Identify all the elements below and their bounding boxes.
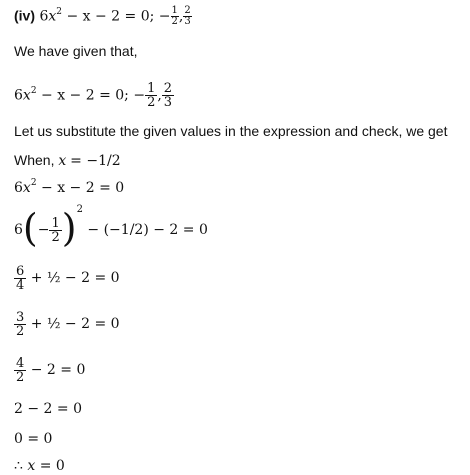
numerator: 1	[171, 5, 178, 16]
numerator: 4	[16, 355, 25, 371]
numerator: 2	[184, 5, 191, 16]
variable-x: x	[27, 458, 36, 474]
given-text: We have given that,	[14, 43, 138, 59]
conclusion-value: = 0	[39, 458, 65, 474]
fraction-two-thirds	[162, 82, 174, 109]
coef: 6	[14, 222, 23, 238]
therefore-icon: ∴	[14, 458, 23, 474]
fraction-four-halves	[14, 357, 26, 384]
step-b	[14, 306, 120, 342]
step-equation	[14, 179, 124, 199]
step-equation-rest: − x − 2 = 0	[41, 180, 125, 196]
equation-rest: − x − 2 = 0; −	[62, 8, 171, 25]
coef: 6	[14, 180, 23, 196]
step-c	[14, 352, 85, 388]
denominator: 3	[184, 16, 191, 27]
fraction-two-thirds	[183, 6, 191, 27]
step-d: 2 − 2 = 0	[14, 401, 82, 417]
variable-x: x	[48, 8, 57, 25]
numerator: 2	[163, 81, 173, 96]
variable-x: x	[22, 180, 31, 196]
exponent: 2	[56, 6, 63, 17]
comma: ,	[178, 8, 184, 25]
denominator: 3	[163, 95, 173, 110]
numerator: 6	[16, 263, 25, 279]
exponent: 2	[76, 204, 83, 215]
left-paren: (	[22, 206, 38, 250]
equation-rest: − x − 2 = 0; −	[36, 87, 146, 104]
variable-x: x	[58, 153, 67, 169]
when-line	[14, 151, 121, 170]
step-b-rest: + ½ − 2 = 0	[26, 316, 120, 332]
coef: 6	[39, 8, 49, 25]
fraction-three-halves	[14, 311, 26, 338]
numerator: 1	[147, 81, 156, 96]
denominator: 2	[51, 229, 60, 245]
fraction-six-fourths	[14, 265, 26, 292]
denominator: 2	[16, 369, 25, 385]
comma: ,	[157, 87, 162, 104]
variable-x: x	[22, 87, 31, 104]
when-value: = −1/2	[70, 153, 121, 169]
denominator: 2	[171, 16, 178, 27]
exponent: 2	[30, 178, 37, 188]
when-label: When,	[14, 152, 55, 168]
step-substitution: 6(− $\frac{1}{2}$ )$^2$ − (−1/2) − 2 = 0	[14, 204, 208, 250]
substitute-text: Let us substitute the given values in the expression and check, we get	[14, 123, 448, 139]
numerator: 1	[51, 215, 60, 231]
denominator: 2	[147, 95, 156, 110]
fraction-one-half	[49, 217, 61, 244]
step-c-rest: − 2 = 0	[26, 362, 86, 378]
right-paren: )	[61, 206, 77, 250]
step-a-rest: + ½ − 2 = 0	[26, 270, 120, 286]
coef: 6	[14, 87, 23, 104]
step-a	[14, 260, 120, 296]
numerator: 3	[16, 309, 25, 325]
fraction-one-half	[145, 82, 157, 109]
given-equation	[14, 82, 174, 109]
denominator: 4	[16, 277, 25, 293]
conclusion-line	[14, 457, 65, 475]
denominator: 2	[16, 323, 25, 339]
part-label: (iv)	[14, 7, 35, 24]
exponent: 2	[30, 85, 37, 96]
fraction-one-half	[171, 6, 179, 27]
step-e: 0 = 0	[14, 431, 53, 447]
step-substitution-rest: − (−1/2) − 2 = 0	[82, 222, 208, 238]
question-line	[14, 6, 192, 28]
